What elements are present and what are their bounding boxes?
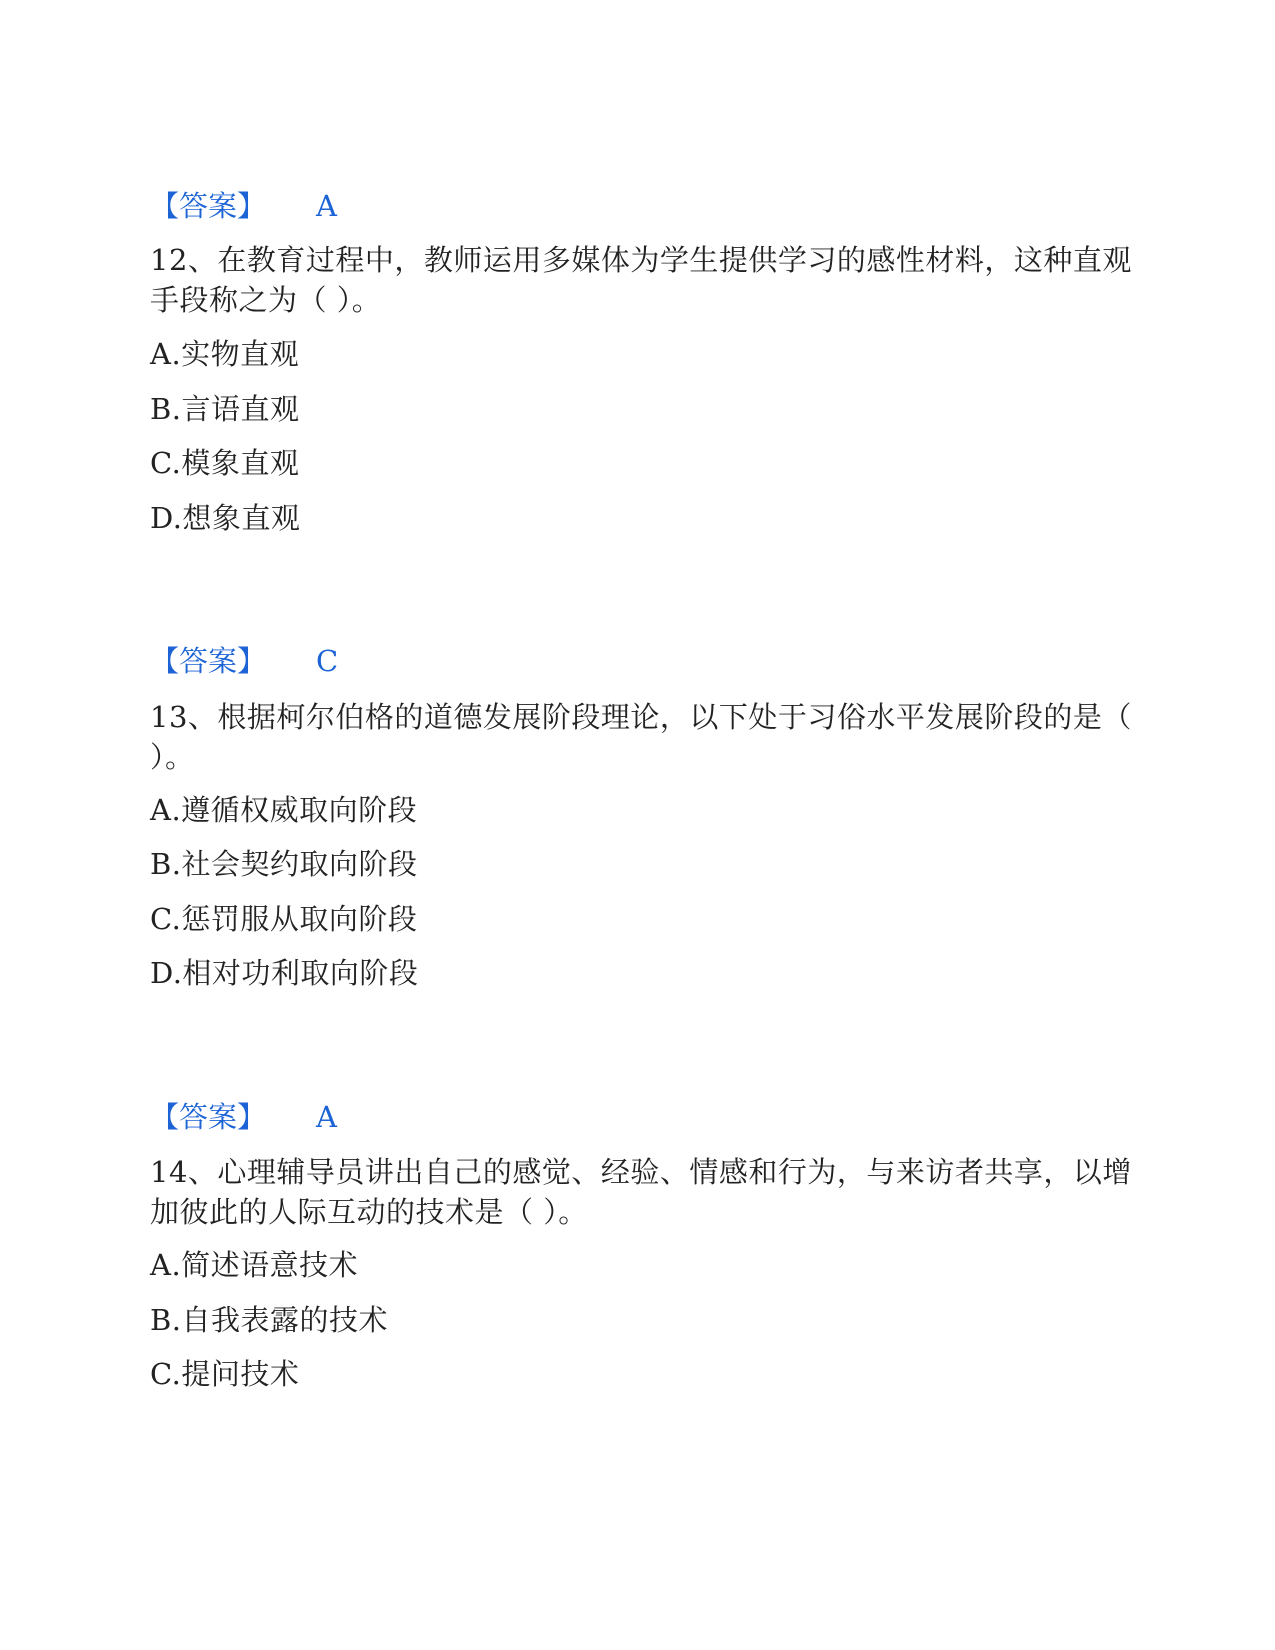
question-14 xyxy=(150,1152,1132,1232)
option-b: B.社会契约取向阶段 xyxy=(150,847,418,881)
question-12 xyxy=(150,240,1132,320)
answer-label: 【答案】 xyxy=(150,189,267,223)
question-text-line: 加彼此的人际互动的技术是（ ）。 xyxy=(150,1195,588,1229)
answer-row-11 xyxy=(150,186,1110,226)
option-c: C.提问技术 xyxy=(150,1357,300,1391)
answer-row-13 xyxy=(150,1097,1110,1137)
answer-row-12 xyxy=(150,641,1110,681)
option-b: B.言语直观 xyxy=(150,392,300,426)
option-d: D.想象直观 xyxy=(150,501,301,535)
question-13 xyxy=(150,697,1132,777)
option-c: C.惩罚服从取向阶段 xyxy=(150,902,418,936)
question-text-line: ）。 xyxy=(150,740,195,774)
answer-value: A xyxy=(316,1100,337,1134)
option-a: A.实物直观 xyxy=(150,337,300,371)
option-a: A.简述语意技术 xyxy=(150,1248,359,1282)
answer-value: C xyxy=(316,644,339,678)
answer-label: 【答案】 xyxy=(150,644,267,678)
option-c: C.模象直观 xyxy=(150,446,300,480)
option-b: B.自我表露的技术 xyxy=(150,1303,389,1337)
option-d: D.相对功利取向阶段 xyxy=(150,956,419,990)
question-text-line: 手段称之为（ ）。 xyxy=(150,283,382,317)
question-text-line: 14、心理辅导员讲出自己的感觉、经验、情感和行为，与来访者共享，以增 xyxy=(150,1155,1132,1189)
question-text-line: 13、根据柯尔伯格的道德发展阶段理论，以下处于习俗水平发展阶段的是（ xyxy=(150,700,1132,734)
question-text-line: 12、在教育过程中，教师运用多媒体为学生提供学习的感性材料，这种直观 xyxy=(150,243,1132,277)
answer-label: 【答案】 xyxy=(150,1100,267,1134)
option-a: A.遵循权威取向阶段 xyxy=(150,793,418,827)
answer-value: A xyxy=(316,189,337,223)
